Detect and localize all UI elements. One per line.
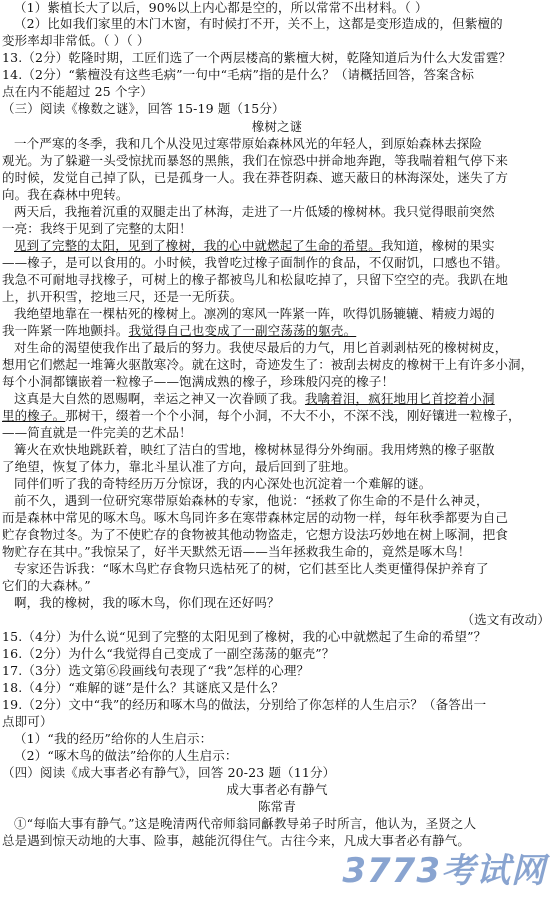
underlined-sentence: 见到了完整的太阳，见到了橡树，我的心中就燃起了生命的希望。 [14, 239, 381, 253]
text-line: 点在内不能超过 25 个字） [2, 85, 153, 99]
question-16: 16.（2分）为什么“我觉得自己变成了一副空荡荡的躯壳”？ [2, 647, 335, 661]
paragraph-line: 了绝望，恢复了体力，靠北斗星认准了方向，最后回到了驻地。 [2, 460, 357, 474]
paragraph-line: 而是森林中常见的啄木鸟。啄木鸟同许多在寒带森林定居的动物一样，每年秋季都要为自己 [2, 511, 509, 525]
question-17: 17.（3分）选文第⑥段画线句表现了“我”怎样的心理？ [2, 664, 310, 678]
section-heading: （四）阅读《成大事者必有静气》，回答 20-23 题（11分） [2, 766, 336, 780]
passage-author: 陈常青 [258, 800, 296, 814]
paragraph-line: 物贮存在其中。”我惊呆了，好半天默然无语——当年拯救我生命的，竟然是啄木鸟！ [2, 545, 471, 559]
section-heading: （三）阅读《橡数之谜》，回答 15-19 题（15分） [2, 102, 285, 116]
paragraph-line: 的时候，发觉自己掉了队，已是孤身一人。我在莽苍阴森、遮天蔽日的林海深处，迷失了方 [2, 171, 509, 185]
text-line: （1）紫植长大了以后，90%以上内心都是空的，所以常常不出材料。（ ） [14, 1, 428, 15]
paragraph-line: 想用它们燃起一堆篝火驱散寒冷。就在这时，奇迹发生了：被刮去树皮的橡树干上有许多小洞， [2, 358, 534, 372]
paragraph-line: 同伴们听了我的奇特经历万分惊讶，我的内心深处也沉淀着一个难解的谜。 [14, 477, 432, 491]
answer-prompt: （1）“我的经历”给你的人生启示： [14, 732, 213, 746]
paragraph-line: 两天后，我拖着沉重的双腿走出了林海，走进了一片低矮的橡树林。我只觉得眼前突然 [14, 205, 495, 219]
text-line: 变形率却非常低。（ ）（ ） [2, 34, 150, 48]
paragraph-line: 见到了完整的太阳，见到了橡树，我的心中就燃起了生命的希望。我知道，橡树的果实 [14, 239, 495, 253]
text-line: （2）比如我们家里的木门木窗，有时候打不开，关不上，这都是变形造成的，但紫檀的 [14, 17, 503, 31]
passage-title: 橡树之谜 [251, 120, 303, 134]
paragraph-line: 一亮：我终于见到了完整的太阳！ [2, 222, 192, 236]
passage-title: 成大事者必有静气 [226, 783, 328, 797]
underlined-sentence: 里的橡子。 [2, 409, 66, 423]
paragraph-line: 专家还告诉我：“啄木鸟贮存食物只选枯死了的树，它们甚至比人类更懂得保护养育了 [14, 562, 489, 576]
question-15: 15.（4分）为什么说“见到了完整的太阳见到了橡树，我的心中就燃起了生命的希望”？ [2, 630, 487, 644]
question-14: 14.（2分）“紫檀没有这些毛病”一句中“毛病”指的是什么？（请概括回答，答案含标 [2, 68, 475, 82]
text-line: 点即可） [2, 715, 53, 729]
paragraph-line: 观光。为了躲避一头受惊扰而暴怒的黑熊，我们在惊恐中拼命地奔跑，等我喘着粗气停下来 [2, 154, 509, 168]
underlined-sentence: 我噙着泪，疯狂地用匕首挖着小洞 [304, 392, 495, 406]
paragraph-line: 对生命的渴望使我作出了最后的努力。我使尽最后的力气，用匕首剥剥枯死的橡树树皮， [14, 341, 508, 355]
paragraph-line: 这真是大自然的恩赐啊，幸运之神又一次眷顾了我。我噙着泪，疯狂地用匕首挖着小洞 [14, 392, 495, 406]
paragraph-line: 前不久，遇到一位研究寒带原始森林的专家，他说：“拯救了你生命的不是什么神灵， [14, 494, 489, 508]
question-19: 19.（2分）文中“我”的经历和啄木鸟的做法，分别给了你怎样的人生启示？（备答出一 [2, 698, 487, 712]
question-18: 18.（4分）“难解的谜”是什么？其谜底又是什么？ [2, 681, 284, 695]
question-13: 13.（2分）乾隆时期，工匠们选了一个两层楼高的紫檀大树，乾隆知道后为什么大发雷霆？ [2, 51, 512, 65]
paragraph-line: 每个小洞都镶嵌着一粒橡子——饱满成熟的橡子，珍珠般闪亮的橡子！ [2, 375, 395, 389]
paragraph-line: 我一阵紧一阵地颤抖。我觉得自己也变成了一副空荡荡的躯壳。 [2, 324, 357, 338]
paragraph-line: 向。我在森林中兜转。 [2, 188, 129, 202]
paragraph-line: ——简直就是一件完美的艺术品！ [2, 426, 192, 440]
paragraph-line: 上，扒开积雪，挖地三尺，还是一无所获。 [2, 290, 243, 304]
paragraph-line: 贮存食物过冬。为了不使贮存的食物被其他动物盗走，它想方设法巧妙地在树上啄洞，把食 [2, 528, 509, 542]
paragraph-line: 篝火在欢快地跳跃着，映红了洁白的雪地，橡树林显得分外绚丽。我用烤熟的橡子驱散 [14, 443, 495, 457]
paragraph-line: 啊，我的橡树，我的啄木鸟，你们现在还好吗？ [14, 596, 280, 610]
answer-prompt: （2）“啄木鸟的做法”给你的人生启示： [14, 749, 238, 763]
paragraph-line: ——橡子，是可以食用的。小时候，我曾吃过橡子面制作的食品，不仅耐饥，口感也不错。 [2, 256, 509, 270]
paragraph-line: 里的橡子。那树干，缀着一个个小洞，每个小洞，不大不小，不深不浅，刚好镶进一粒橡子， [2, 409, 521, 423]
paragraph-line: 我绝望地靠在一棵枯死的橡树上。凛冽的寒风一阵紧一阵，吹得饥肠辘辘、精疲力竭的 [14, 307, 495, 321]
paragraph-line: 我急不可耐地寻找橡子，可树上的橡子都被鸟儿和松鼠吃掉了，只留下空空的壳。我趴在地 [2, 273, 509, 287]
paragraph-line: 总是遇到惊天动地的大事、险事，越能沉得住气。古往今来，凡成大事者必有静气。 [2, 834, 471, 848]
paragraph-line: 一个严寒的冬季，我和几个从没见过寒带原始森林风光的年轻人，到原始森林去探险 [14, 137, 483, 151]
source-note: （选文有改动） [461, 613, 550, 627]
site-watermark: 3773考试网 [342, 851, 546, 891]
underlined-sentence: 我觉得自己也变成了一副空荡荡的躯壳。 [128, 324, 357, 338]
paragraph-line: 它们的大森林。” [2, 579, 91, 593]
paragraph-line: ①“每临大事有静气。”这是晚清两代帝师翁同龢教导弟子时所言，他认为，圣贤之人 [14, 817, 477, 831]
